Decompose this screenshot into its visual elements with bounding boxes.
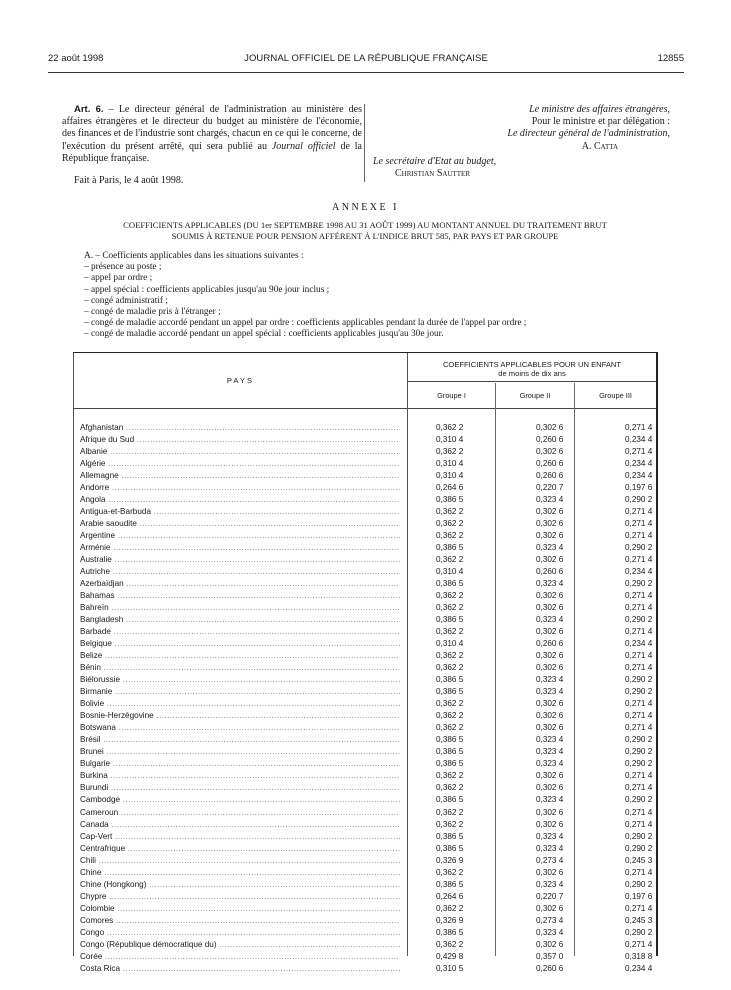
coefficient-group-2: 0,302 6 xyxy=(536,699,564,709)
coefficient-group-3: 0,271 4 xyxy=(625,651,653,661)
table-row xyxy=(74,674,656,686)
annexe-title: ANNEXE I xyxy=(332,202,399,213)
situation-item: – congé de maladie accordé pendant un appel par ordre : coefficients applicables pendant la durée de l'appel par ordre ; xyxy=(84,318,527,329)
coefficient-group-1: 0,310 4 xyxy=(436,435,464,445)
coefficient-group-1: 0,264 6 xyxy=(436,891,464,901)
coefficient-group-1: 0,310 4 xyxy=(436,459,464,469)
table-row xyxy=(74,650,656,662)
country-name: Angola ..... xyxy=(80,494,400,506)
coefficient-group-3: 0,271 4 xyxy=(625,507,653,517)
country-name: Burkina ..... xyxy=(80,770,400,782)
column-header-country: PAYS xyxy=(74,353,407,409)
coefficient-group-3: 0,271 4 xyxy=(625,723,653,733)
country-name: Belize ..... xyxy=(80,650,400,662)
country-name: Brunei ..... xyxy=(80,746,400,758)
running-head xyxy=(48,53,684,67)
coefficient-group-2: 0,323 4 xyxy=(536,795,564,805)
situation-item: – appel spécial : coefficients applicables jusqu'au 90e jour inclus ; xyxy=(84,284,330,295)
coefficient-group-2: 0,323 4 xyxy=(536,675,564,685)
coefficient-group-2: 0,302 6 xyxy=(536,555,564,565)
coefficient-group-2: 0,302 6 xyxy=(536,603,564,613)
situation-item: – congé de maladie accordé pendant un appel spécial : coefficients applicables jusqu'au 30e jour. xyxy=(84,329,444,340)
coefficient-group-2: 0,302 6 xyxy=(536,651,564,661)
table-row xyxy=(74,819,656,831)
coefficient-group-3: 0,290 2 xyxy=(625,735,653,745)
table-row xyxy=(74,879,656,891)
coefficient-group-3: 0,271 4 xyxy=(625,423,653,432)
coefficient-group-1: 0,326 9 xyxy=(436,855,464,865)
table-row xyxy=(74,746,656,758)
table-row xyxy=(74,710,656,722)
country-name: Chypre ..... xyxy=(80,891,400,903)
coefficient-group-2: 0,260 6 xyxy=(536,471,564,481)
coefficient-group-3: 0,290 2 xyxy=(625,543,653,553)
country-name: Congo ..... xyxy=(80,927,400,939)
coefficient-group-1: 0,362 2 xyxy=(436,531,464,541)
coefficient-group-1: 0,326 9 xyxy=(436,915,464,925)
coefficient-group-1: 0,386 5 xyxy=(436,795,464,805)
coefficient-group-2: 0,273 4 xyxy=(536,855,564,865)
done-at: Fait à Paris, le 4 août 1998. xyxy=(74,175,184,187)
table-row xyxy=(74,506,656,518)
column-header-group-2: Groupe II xyxy=(496,383,574,409)
situation-item: – appel par ordre ; xyxy=(84,273,153,284)
coefficient-group-3: 0,234 4 xyxy=(625,963,653,973)
coefficient-group-1: 0,386 5 xyxy=(436,747,464,757)
situations-list xyxy=(84,251,664,341)
signature-delegation: Pour le ministre et par délégation : xyxy=(531,116,670,128)
coefficient-group-1: 0,362 2 xyxy=(436,867,464,877)
coefficient-group-2: 0,323 4 xyxy=(536,615,564,625)
table-row xyxy=(74,590,656,602)
table-row xyxy=(74,939,656,951)
coefficient-group-1: 0,362 2 xyxy=(436,591,464,601)
signature-title: Le ministre des affaires étrangères, xyxy=(529,104,670,115)
table-row xyxy=(74,626,656,638)
coefficient-group-1: 0,386 5 xyxy=(436,735,464,745)
country-name: Bosnie-Herzégovine ..... xyxy=(80,710,400,722)
coefficient-group-3: 0,290 2 xyxy=(625,687,653,697)
coefficient-group-3: 0,197 6 xyxy=(625,891,653,901)
coefficient-group-1: 0,429 8 xyxy=(436,951,464,961)
country-name: Birmanie ..... xyxy=(80,686,400,698)
page-number: 12855 xyxy=(657,53,684,64)
country-name: Comores ..... xyxy=(80,915,400,927)
coefficient-group-1: 0,362 2 xyxy=(436,711,464,721)
coefficient-group-3: 0,271 4 xyxy=(625,627,653,637)
annexe-subtitle xyxy=(60,220,670,242)
country-name: Chine (Hongkong) ..... xyxy=(80,879,400,891)
annexe-subtitle-line: COEFFICIENTS APPLICABLES (DU 1er SEPTEMBRE 1998 AU 31 AOÛT 1999) AU MONTANT ANNUEL DU TRAITEMENT BRUT xyxy=(123,220,607,230)
column-header-group-1: Groupe I xyxy=(408,383,495,409)
coefficient-group-1: 0,310 5 xyxy=(436,963,464,973)
signature-title: Le secrétaire d'Etat au budget, xyxy=(373,156,497,167)
table-row xyxy=(74,951,656,963)
coefficient-group-1: 0,386 5 xyxy=(436,843,464,853)
signature-budget xyxy=(373,156,633,180)
coefficient-group-2: 0,302 6 xyxy=(536,423,564,432)
coefficient-group-3: 0,271 4 xyxy=(625,591,653,601)
table-row xyxy=(74,662,656,674)
country-name: Brésil ..... xyxy=(80,734,400,746)
column-header-group-3: Groupe III xyxy=(575,383,656,409)
table-row xyxy=(74,867,656,879)
country-name: Bahamas ..... xyxy=(80,590,400,602)
coefficient-group-2: 0,323 4 xyxy=(536,579,564,589)
article-label: Art. 6. xyxy=(74,104,104,115)
coefficient-group-2: 0,302 6 xyxy=(536,447,564,457)
coefficient-group-3: 0,290 2 xyxy=(625,831,653,841)
coefficient-group-3: 0,290 2 xyxy=(625,675,653,685)
table-row xyxy=(74,470,656,482)
coefficient-group-2: 0,323 4 xyxy=(536,543,564,553)
table-row xyxy=(74,722,656,734)
table-row xyxy=(74,422,656,434)
coefficient-group-2: 0,260 6 xyxy=(536,963,564,973)
country-name: Barbade ..... xyxy=(80,626,400,638)
country-name: Costa Rica ..... xyxy=(80,963,400,975)
coefficient-group-3: 0,271 4 xyxy=(625,807,653,817)
coefficient-group-1: 0,310 4 xyxy=(436,639,464,649)
coefficient-group-2: 0,220 7 xyxy=(536,891,564,901)
coefficient-group-3: 0,271 4 xyxy=(625,603,653,613)
table-row xyxy=(74,518,656,530)
coefficient-group-2: 0,323 4 xyxy=(536,747,564,757)
coefficient-group-2: 0,323 4 xyxy=(536,927,564,937)
coefficient-group-2: 0,302 6 xyxy=(536,903,564,913)
column-header-coefficients xyxy=(408,353,656,382)
coefficient-group-1: 0,386 5 xyxy=(436,495,464,505)
coefficient-group-1: 0,362 2 xyxy=(436,519,464,529)
coefficient-group-2: 0,323 4 xyxy=(536,759,564,769)
column-rule xyxy=(364,104,365,182)
coefficient-group-1: 0,362 2 xyxy=(436,651,464,661)
country-name: Chine ..... xyxy=(80,867,400,879)
annexe-subtitle-line: SOUMIS À RETENUE POUR PENSION AFFÉRENT À L'INDICE BRUT 585, PAR PAYS ET PAR GROUPE xyxy=(171,231,559,241)
coefficient-group-3: 0,290 2 xyxy=(625,759,653,769)
coefficient-group-2: 0,357 0 xyxy=(536,951,564,961)
country-name: Arménie ..... xyxy=(80,542,400,554)
country-name: Biélorussie ..... xyxy=(80,674,400,686)
table-row xyxy=(74,602,656,614)
country-name: Bulgarie ..... xyxy=(80,758,400,770)
coefficient-group-3: 0,234 4 xyxy=(625,435,653,445)
country-name: Bolivie ..... xyxy=(80,698,400,710)
coefficient-group-2: 0,323 4 xyxy=(536,879,564,889)
coefficient-group-1: 0,362 2 xyxy=(436,819,464,829)
coefficient-group-1: 0,362 2 xyxy=(436,603,464,613)
country-name: Centrafrique ..... xyxy=(80,843,400,855)
coefficient-group-2: 0,323 4 xyxy=(536,735,564,745)
table-row xyxy=(74,843,656,855)
table-row xyxy=(74,782,656,794)
coefficient-group-1: 0,310 4 xyxy=(436,567,464,577)
coefficient-group-1: 0,264 6 xyxy=(436,483,464,493)
coefficient-group-2: 0,273 4 xyxy=(536,915,564,925)
coefficient-group-1: 0,362 2 xyxy=(436,939,464,949)
journal-officiel-italic: Journal officiel xyxy=(271,140,336,152)
coefficient-group-2: 0,302 6 xyxy=(536,519,564,529)
coefficient-group-3: 0,197 6 xyxy=(625,483,653,493)
country-name: Burundi ..... xyxy=(80,782,400,794)
coefficient-group-1: 0,362 2 xyxy=(436,699,464,709)
issue-date: 22 août 1998 xyxy=(48,53,104,64)
coefficient-group-3: 0,318 8 xyxy=(625,951,653,961)
coefficient-group-3: 0,271 4 xyxy=(625,699,653,709)
country-name: Arabie saoudite ..... xyxy=(80,518,400,530)
country-name: Algérie ..... xyxy=(80,458,400,470)
country-name: Bénin ..... xyxy=(80,662,400,674)
coefficient-group-3: 0,290 2 xyxy=(625,879,653,889)
coefficient-group-3: 0,271 4 xyxy=(625,447,653,457)
coefficient-group-2: 0,302 6 xyxy=(536,663,564,673)
country-name: Andorre ..... xyxy=(80,482,400,494)
coefficient-group-1: 0,362 2 xyxy=(436,723,464,733)
header-rule xyxy=(48,72,684,73)
coefficient-group-2: 0,302 6 xyxy=(536,591,564,601)
coefficient-group-3: 0,290 2 xyxy=(625,843,653,853)
country-name: Botswana ..... xyxy=(80,722,400,734)
coefficient-group-1: 0,362 2 xyxy=(436,423,464,432)
signature-foreign-affairs xyxy=(370,104,670,153)
coefficient-group-1: 0,362 2 xyxy=(436,807,464,817)
coef-header-line: de moins de dix ans xyxy=(498,369,566,378)
coefficient-group-1: 0,310 4 xyxy=(436,471,464,481)
table-row xyxy=(74,915,656,927)
coefficient-group-2: 0,323 4 xyxy=(536,831,564,841)
country-name: Afrique du Sud ..... xyxy=(80,434,400,446)
table-row xyxy=(74,927,656,939)
table-row xyxy=(74,734,656,746)
article-dash: – xyxy=(103,104,119,115)
coefficient-group-3: 0,234 4 xyxy=(625,471,653,481)
coefficient-group-2: 0,260 6 xyxy=(536,639,564,649)
coefficient-group-1: 0,362 2 xyxy=(436,771,464,781)
coefficient-group-1: 0,362 2 xyxy=(436,663,464,673)
table-row xyxy=(74,446,656,458)
table-row xyxy=(74,855,656,867)
table-row xyxy=(74,698,656,710)
table-row xyxy=(74,686,656,698)
country-name: Congo (République démocratique du) ..... xyxy=(80,939,400,951)
country-name: Corée ..... xyxy=(80,951,400,963)
table-row xyxy=(74,614,656,626)
situations-intro: A. – Coefficients applicables dans les situations suivantes : xyxy=(84,251,304,261)
coefficient-group-2: 0,302 6 xyxy=(536,867,564,877)
coefficient-group-2: 0,323 4 xyxy=(536,687,564,697)
country-name: Azerbaïdjan ..... xyxy=(80,578,400,590)
coefficient-group-3: 0,271 4 xyxy=(625,663,653,673)
coefficient-group-2: 0,302 6 xyxy=(536,507,564,517)
coefficient-group-1: 0,362 2 xyxy=(436,447,464,457)
coefficient-group-3: 0,290 2 xyxy=(625,927,653,937)
coefficient-group-1: 0,386 5 xyxy=(436,579,464,589)
coefficient-group-2: 0,220 7 xyxy=(536,483,564,493)
country-name: Australie ..... xyxy=(80,554,400,566)
coefficient-group-2: 0,302 6 xyxy=(536,807,564,817)
table-row xyxy=(74,542,656,554)
coefficient-group-1: 0,362 2 xyxy=(436,903,464,913)
coefficient-group-2: 0,260 6 xyxy=(536,459,564,469)
table-row xyxy=(74,434,656,446)
table-row xyxy=(74,458,656,470)
country-name: Cameroun ..... xyxy=(80,807,400,819)
table-row xyxy=(74,578,656,590)
country-name: Antigua-et-Barbuda ..... xyxy=(80,506,400,518)
country-name: Chili ..... xyxy=(80,855,400,867)
coefficient-group-2: 0,302 6 xyxy=(536,723,564,733)
coefficient-group-2: 0,323 4 xyxy=(536,495,564,505)
coefficient-group-3: 0,290 2 xyxy=(625,495,653,505)
table-row xyxy=(74,794,656,806)
coefficients-table xyxy=(73,352,658,973)
article-paragraph xyxy=(62,104,362,165)
situation-item: – congé administratif ; xyxy=(84,295,168,306)
table-body xyxy=(74,422,656,975)
table-row xyxy=(74,530,656,542)
coefficient-group-1: 0,386 5 xyxy=(436,927,464,937)
table-row xyxy=(74,807,656,819)
country-name: Allemagne ..... xyxy=(80,470,400,482)
coefficient-group-3: 0,271 4 xyxy=(625,519,653,529)
coefficient-group-1: 0,362 2 xyxy=(436,627,464,637)
table-row xyxy=(74,638,656,650)
signatory-name: A. Catta xyxy=(581,140,618,152)
country-name: Argentine ..... xyxy=(80,530,400,542)
coefficient-group-3: 0,290 2 xyxy=(625,615,653,625)
coefficient-group-2: 0,260 6 xyxy=(536,435,564,445)
coefficient-group-1: 0,386 5 xyxy=(436,879,464,889)
table-row xyxy=(74,566,656,578)
coefficient-group-1: 0,386 5 xyxy=(436,615,464,625)
coefficient-group-3: 0,271 4 xyxy=(625,531,653,541)
coefficient-group-1: 0,362 2 xyxy=(436,783,464,793)
country-name: Cap-Vert ..... xyxy=(80,831,400,843)
coef-header-line: COEFFICIENTS APPLICABLES POUR UN ENFANT xyxy=(442,360,622,369)
coefficient-group-1: 0,386 5 xyxy=(436,759,464,769)
coefficient-group-1: 0,386 5 xyxy=(436,675,464,685)
country-name: Bangladesh ..... xyxy=(80,614,400,626)
table-row xyxy=(74,831,656,843)
coefficient-group-2: 0,302 6 xyxy=(536,531,564,541)
signature-role: Le directeur général de l'administration, xyxy=(507,128,670,140)
table-row xyxy=(74,494,656,506)
article-text-1: Le directeur général de l'administration au ministère des affaires étrangères et le directeur du budget au ministère de l'économie, des finances et de l'industrie sont chargés, chacun en ce qui le concerne, de l'exécution du présent arrêté, qui sera publié au xyxy=(62,104,362,152)
coefficient-group-3: 0,234 4 xyxy=(625,567,653,577)
country-name: Autriche ..... xyxy=(80,566,400,578)
table-row xyxy=(74,758,656,770)
coefficient-group-3: 0,290 2 xyxy=(625,579,653,589)
coefficient-group-2: 0,302 6 xyxy=(536,711,564,721)
table-row xyxy=(74,554,656,566)
coefficient-group-2: 0,302 6 xyxy=(536,771,564,781)
coefficient-group-3: 0,271 4 xyxy=(625,771,653,781)
country-name: Belgique ..... xyxy=(80,638,400,650)
country-name: Bahreïn ..... xyxy=(80,602,400,614)
situation-item: – présence au poste ; xyxy=(84,262,162,273)
signatory-name: Christian Sautter xyxy=(395,168,471,179)
coefficient-group-2: 0,302 6 xyxy=(536,627,564,637)
table-row xyxy=(74,963,656,975)
country-name: Canada ..... xyxy=(80,819,400,831)
coefficient-group-3: 0,234 4 xyxy=(625,459,653,469)
table-row xyxy=(74,903,656,915)
coefficient-group-3: 0,245 3 xyxy=(625,915,653,925)
situation-item: – congé de maladie pris à l'étranger ; xyxy=(84,307,221,318)
coefficient-group-2: 0,260 6 xyxy=(536,567,564,577)
coefficient-group-3: 0,245 3 xyxy=(625,855,653,865)
coefficient-group-3: 0,271 4 xyxy=(625,711,653,721)
coefficient-group-1: 0,386 5 xyxy=(436,831,464,841)
country-name: Colombie ..... xyxy=(80,903,400,915)
journal-title: JOURNAL OFFICIEL DE LA RÉPUBLIQUE FRANÇAISE xyxy=(244,53,488,64)
table-row xyxy=(74,482,656,494)
country-name: Afghanistan ..... xyxy=(80,422,400,434)
coefficient-group-1: 0,386 5 xyxy=(436,543,464,553)
table-row xyxy=(74,891,656,903)
coefficient-group-3: 0,271 4 xyxy=(625,555,653,565)
coefficient-group-1: 0,362 2 xyxy=(436,507,464,517)
coefficient-group-2: 0,302 6 xyxy=(536,783,564,793)
coefficient-group-3: 0,290 2 xyxy=(625,795,653,805)
country-name: Albanie ..... xyxy=(80,446,400,458)
coefficient-group-2: 0,302 6 xyxy=(536,819,564,829)
coefficient-group-3: 0,271 4 xyxy=(625,939,653,949)
coefficient-group-2: 0,323 4 xyxy=(536,843,564,853)
table-row xyxy=(74,770,656,782)
coefficient-group-3: 0,271 4 xyxy=(625,867,653,877)
coefficient-group-3: 0,271 4 xyxy=(625,783,653,793)
coefficient-group-3: 0,234 4 xyxy=(625,639,653,649)
country-name: Cambodge ..... xyxy=(80,794,400,806)
coefficient-group-3: 0,271 4 xyxy=(625,819,653,829)
coefficient-group-3: 0,290 2 xyxy=(625,747,653,757)
coefficient-group-1: 0,362 2 xyxy=(436,555,464,565)
coefficient-group-1: 0,386 5 xyxy=(436,687,464,697)
coefficient-group-3: 0,271 4 xyxy=(625,903,653,913)
article-text-2: de la République française. xyxy=(62,140,362,164)
coefficient-group-2: 0,302 6 xyxy=(536,939,564,949)
article-6 xyxy=(62,104,362,187)
